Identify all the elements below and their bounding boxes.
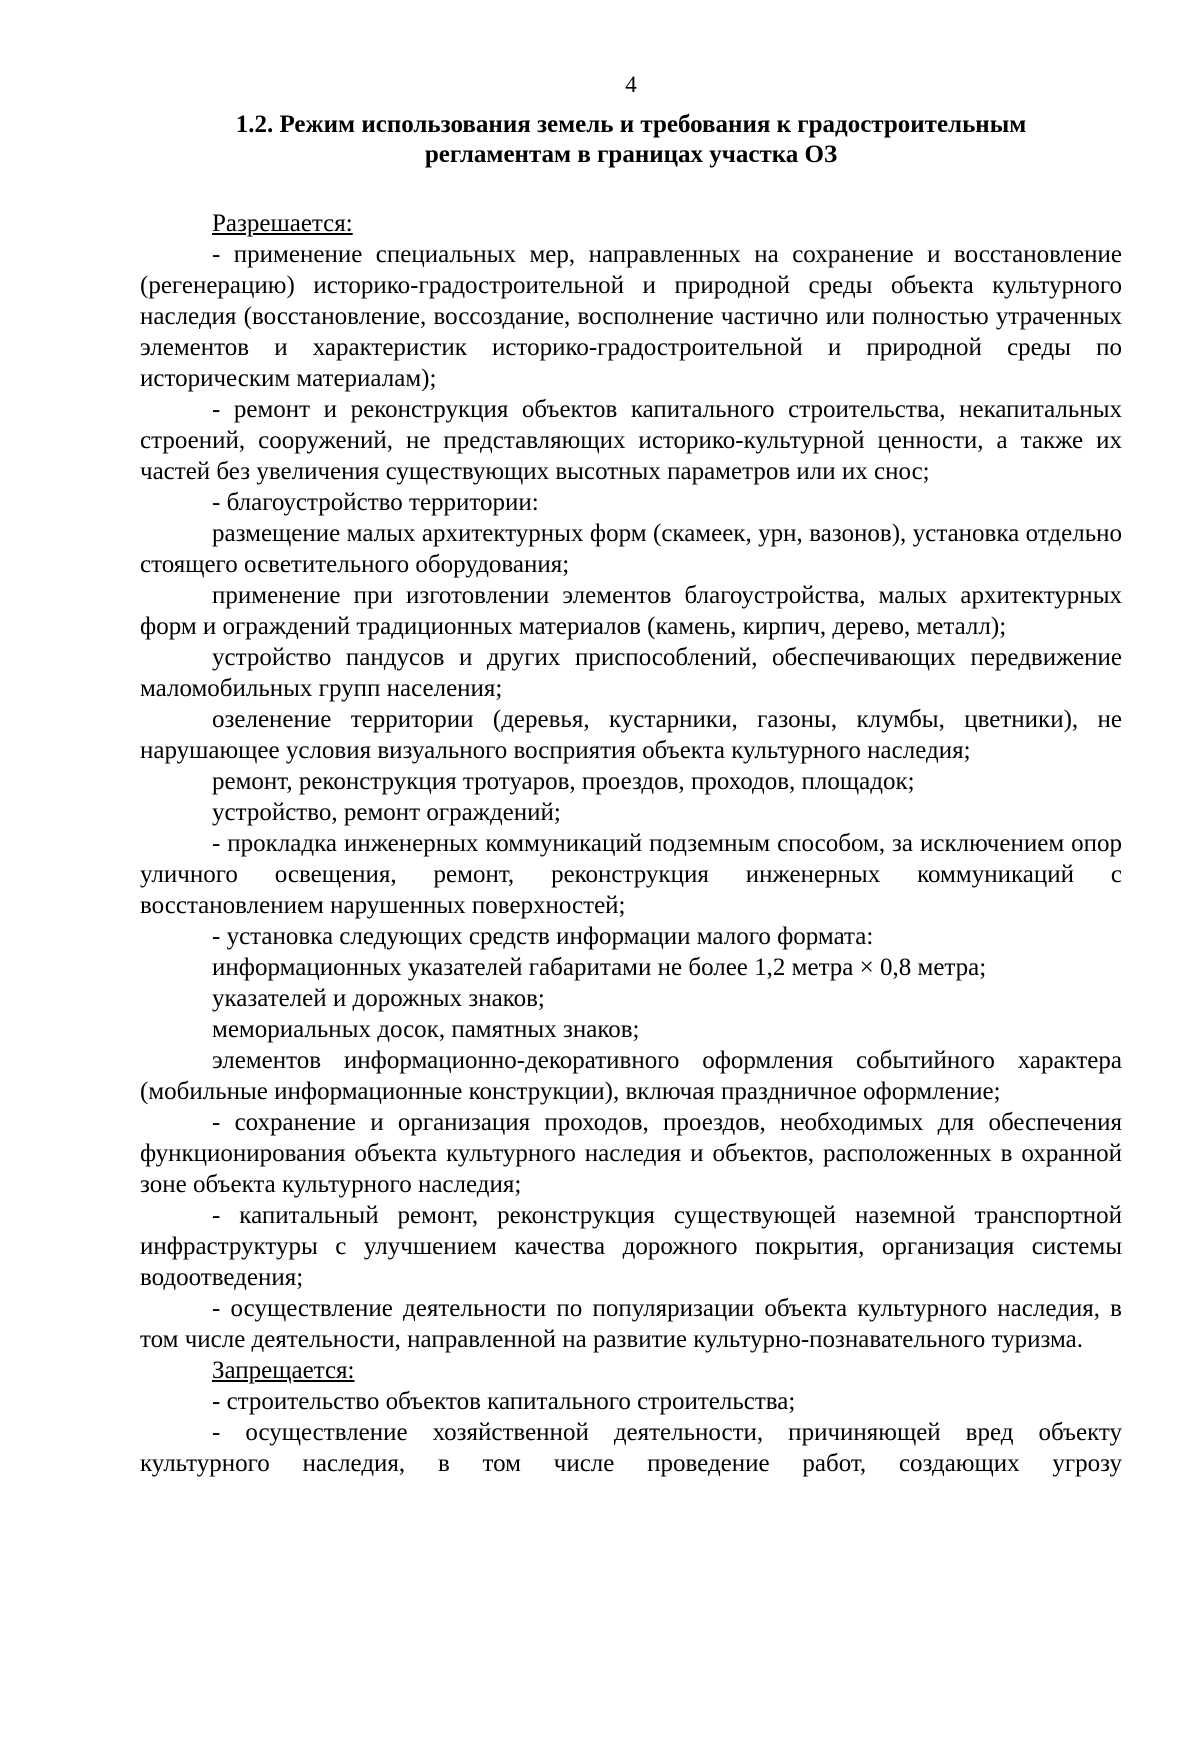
allowed-item: информационных указателей габаритами не более 1,2 метра × 0,8 метра;: [212, 954, 987, 981]
allowed-item: указателей и дорожных знаков;: [212, 985, 545, 1012]
allowed-item: размещение малых архитектурных форм (скамеек, урн, вазонов), установка отдельно стоящего осветительного оборудования;: [140, 520, 1122, 578]
allowed-item: - сохранение и организация проходов, проездов, необходимых для обеспечения функционирования объекта культурного наследия и объектов, расположенных в охранной зоне объекта культурного наследия;: [140, 1109, 1122, 1198]
allowed-item: устройство пандусов и других приспособлений, обеспечивающих передвижение маломобильных групп населения;: [140, 644, 1122, 702]
allowed-item: устройство, ремонт ограждений;: [212, 799, 561, 826]
page-number: 4: [625, 72, 637, 97]
allowed-item: озеленение территории (деревья, кустарники, газоны, клумбы, цветники), не нарушающее условия визуального восприятия объекта культурного наследия;: [140, 706, 1122, 764]
allowed-item: - применение специальных мер, направленных на сохранение и восстановление (регенерацию) историко-градостроительной и природной среды объекта культурного наследия (восстановление, воссоздание, восполнение частично или полностью утраченных элементов и характеристик историко-градостроительной и природной среды по историческим материалам);: [140, 241, 1122, 392]
allowed-item: - установка следующих средств информации малого формата:: [212, 923, 874, 950]
allowed-item: - осуществление деятельности по популяризации объекта культурного наследия, в том числе деятельности, направленной на развитие культурно-познавательного туризма.: [140, 1295, 1122, 1353]
section-heading-line-1: 1.2. Режим использования земель и требования к градостроительным: [235, 111, 1027, 138]
allowed-item: мемориальных досок, памятных знаков;: [212, 1016, 640, 1043]
forbidden-label: Запрещается:: [212, 1357, 355, 1384]
forbidden-item: - осуществление хозяйственной деятельности, причиняющей вред объекту культурного наследия, в том числе проведение работ, создающих угрозу: [140, 1419, 1122, 1477]
forbidden-item: - строительство объектов капитального строительства;: [212, 1388, 796, 1415]
allowed-item: - прокладка инженерных коммуникаций подземным способом, за исключением опор уличного освещения, ремонт, реконструкция инженерных коммуникаций с восстановлением нарушенных поверхностей;: [140, 830, 1122, 919]
allowed-item: применение при изготовлении элементов благоустройства, малых архитектурных форм и ограждений традиционных материалов (камень, кирпич, дерево, металл);: [140, 582, 1122, 640]
section-heading: [140, 110, 1122, 170]
allowed-item: ремонт, реконструкция тротуаров, проездов, проходов, площадок;: [212, 768, 915, 795]
allowed-item: - капитальный ремонт, реконструкция существующей наземной транспортной инфраструктуры с улучшением качества дорожного покрытия, организация системы водоотведения;: [140, 1202, 1122, 1291]
section-heading-line-2: регламентам в границах участка ОЗ: [424, 141, 838, 168]
allowed-item: - ремонт и реконструкция объектов капитального строительства, некапитальных строений, сооружений, не представляющих историко-культурной ценности, а также их частей без увеличения существующих высотных параметров или их снос;: [140, 396, 1122, 485]
allowed-item: элементов информационно-декоративного оформления событийного характера (мобильные информационные конструкции), включая праздничное оформление;: [140, 1047, 1122, 1105]
allowed-label: Разрешается:: [212, 210, 353, 237]
allowed-item: - благоустройство территории:: [212, 489, 539, 516]
